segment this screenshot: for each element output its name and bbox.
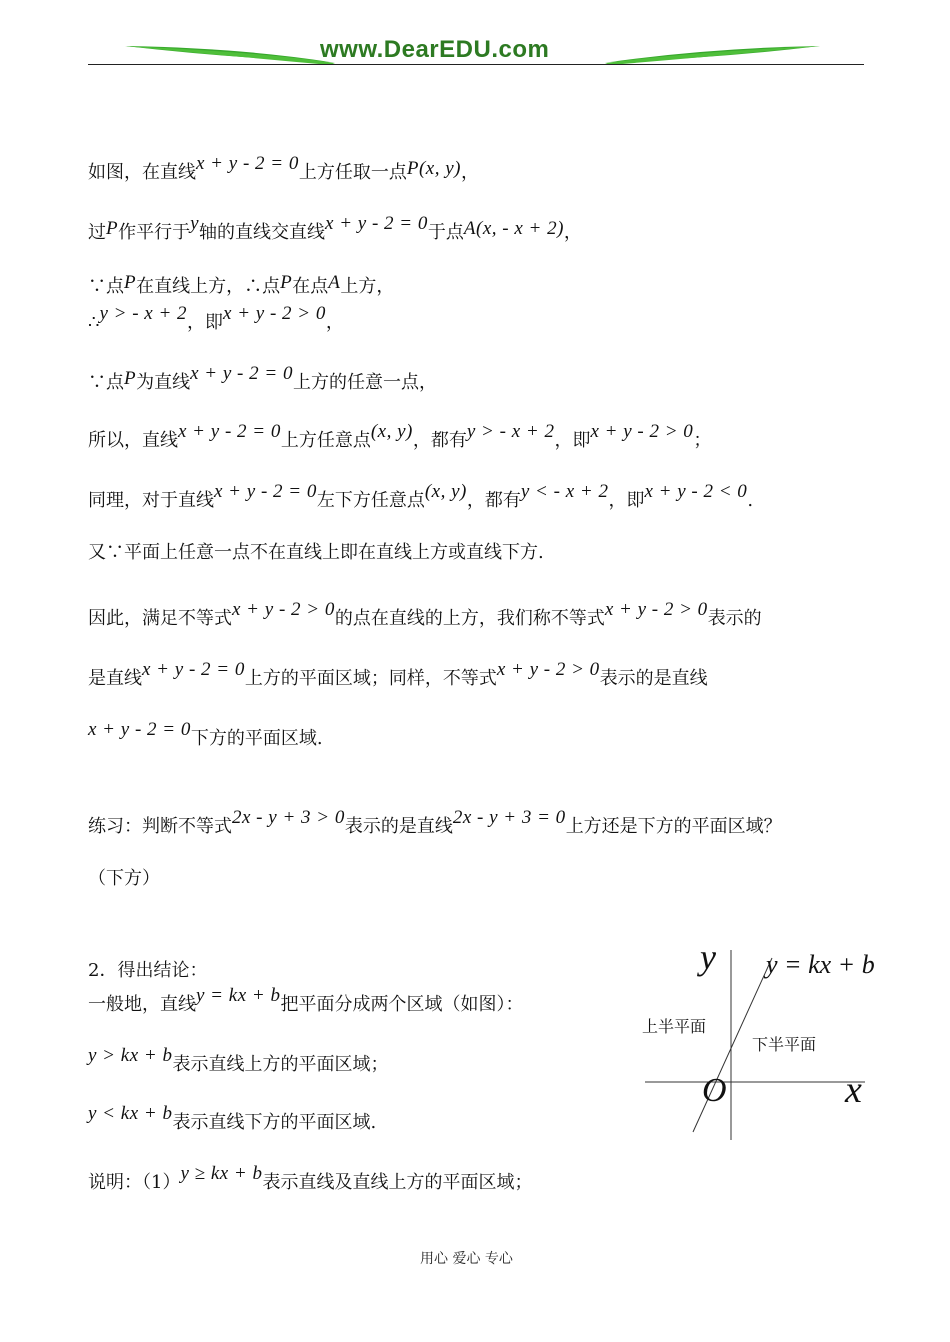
- line-12: [88, 807, 782, 840]
- math: y = kx + b: [196, 985, 281, 1006]
- text: 同理，对于直线: [88, 490, 214, 511]
- math: P: [124, 368, 137, 389]
- x-axis-label: x: [845, 1069, 862, 1111]
- text: 表示直线下方的平面区域.: [172, 1112, 377, 1133]
- text: 上方任取一点: [298, 162, 407, 183]
- math: x + y - 2 > 0: [604, 599, 708, 620]
- math: y > - x + 2: [99, 303, 188, 324]
- math: y > kx + b: [88, 1045, 173, 1066]
- line-16: [88, 1045, 389, 1078]
- origin-label: O: [702, 1072, 727, 1109]
- line-8: [88, 540, 544, 566]
- text: 在直线上方，∴点: [136, 276, 281, 297]
- text: .: [747, 490, 754, 511]
- line-10: [88, 659, 708, 692]
- text: ，都有: [466, 490, 521, 511]
- text: 所以，直线: [88, 430, 178, 451]
- math: 2x - y + 3 = 0: [452, 807, 566, 828]
- text: 作平行于: [118, 222, 191, 243]
- math: x + y - 2 > 0: [223, 303, 326, 324]
- line-5: [88, 363, 437, 396]
- line-9: [88, 599, 762, 632]
- text: 的点在直线的上方，我们称不等式: [334, 608, 605, 629]
- text: ，: [460, 162, 479, 183]
- lower-half-label: 下半平面: [752, 1035, 817, 1054]
- site-logo-text: www.DearEDU.com: [320, 36, 550, 63]
- text: 表示的是直线: [344, 816, 453, 837]
- math: (x, y): [424, 481, 467, 502]
- text: 上方任意点: [280, 430, 371, 451]
- math: P: [106, 218, 119, 239]
- math: y: [190, 213, 200, 234]
- math: y < kx + b: [88, 1103, 173, 1124]
- text: 因此，满足不等式: [88, 608, 232, 629]
- text: 左下方任意点: [316, 490, 425, 511]
- line-17: [88, 1103, 377, 1136]
- text: ∴: [88, 312, 100, 333]
- line-3: [88, 274, 394, 300]
- text: 又∵平面上任意一点不在直线上即在直线上方或直线下方.: [88, 542, 544, 563]
- line-18: [88, 1163, 533, 1196]
- math: A: [328, 272, 341, 293]
- text: 上方还是下方的平面区域？: [565, 816, 782, 837]
- header-rule: [88, 64, 864, 65]
- text: 表示直线及直线上方的平面区域；: [262, 1172, 533, 1193]
- math: x + y - 2 = 0: [196, 153, 299, 174]
- math: x + y - 2 > 0: [590, 421, 694, 442]
- math: y ≥ kx + b: [180, 1163, 263, 1184]
- text: ∵点: [88, 276, 124, 297]
- math: y < - x + 2: [520, 481, 609, 502]
- text: 练习：判断不等式: [88, 816, 232, 837]
- line-7: [88, 481, 754, 514]
- text: 是直线: [88, 668, 142, 689]
- text: 轴的直线交直线: [199, 222, 326, 243]
- line-13: [88, 866, 160, 892]
- math: x + y - 2 = 0: [214, 481, 317, 502]
- math: x + y - 2 = 0: [325, 213, 428, 234]
- text: 2．得出结论：: [88, 960, 208, 981]
- line-1: [88, 153, 479, 186]
- line-15: [88, 985, 524, 1018]
- math: x + y - 2 > 0: [496, 659, 600, 680]
- math: x + y - 2 = 0: [178, 421, 281, 442]
- math: A(x, - x + 2): [463, 218, 564, 239]
- line-6: [88, 421, 712, 454]
- math: x + y - 2 = 0: [88, 719, 191, 740]
- line-14: [88, 958, 207, 984]
- text: 于点: [427, 222, 464, 243]
- line-equation-label: y = kx + b: [766, 950, 875, 979]
- text: 说明：（1）: [88, 1172, 181, 1193]
- math: P: [124, 272, 137, 293]
- text: 如图，在直线: [88, 162, 196, 183]
- line-11: [88, 719, 323, 752]
- line-4: [88, 303, 344, 336]
- math: P: [280, 272, 293, 293]
- text: ，即: [554, 430, 591, 451]
- text: 过: [88, 222, 106, 243]
- text: ，都有: [412, 430, 467, 451]
- text: 上方的任意一点，: [292, 372, 437, 393]
- text: （下方）: [88, 868, 160, 889]
- math: x + y - 2 > 0: [232, 599, 335, 620]
- text: ，: [563, 222, 582, 243]
- math: x + y - 2 = 0: [190, 363, 293, 384]
- line-2: [88, 213, 582, 246]
- text: ；: [693, 430, 712, 451]
- math: (x, y): [370, 421, 413, 442]
- math: y > - x + 2: [466, 421, 555, 442]
- text: ，即: [608, 490, 645, 511]
- text: 一般地，直线: [88, 994, 196, 1015]
- text: 上方，: [340, 276, 395, 297]
- text: 表示的: [707, 608, 762, 629]
- math: P(x, y): [406, 158, 461, 179]
- text: 把平面分成两个区域（如图）：: [280, 994, 524, 1015]
- text: 为直线: [136, 372, 191, 393]
- text: 表示的是直线: [599, 668, 708, 689]
- text: ，: [325, 312, 344, 333]
- text: ，即: [187, 312, 224, 333]
- math: x + y - 2 = 0: [142, 659, 245, 680]
- upper-half-label: 上半平面: [642, 1017, 707, 1036]
- text: 上方的平面区域；同样，不等式: [244, 668, 497, 689]
- text: ∵点: [88, 372, 124, 393]
- math: x + y - 2 < 0: [644, 481, 748, 502]
- y-axis-label: y: [700, 937, 716, 977]
- page-footer: 用心 爱心 专心: [420, 1251, 513, 1267]
- text: 表示直线上方的平面区域；: [172, 1054, 389, 1075]
- text: 在点: [292, 276, 329, 297]
- text: 下方的平面区域.: [190, 728, 323, 749]
- math: 2x - y + 3 > 0: [232, 807, 345, 828]
